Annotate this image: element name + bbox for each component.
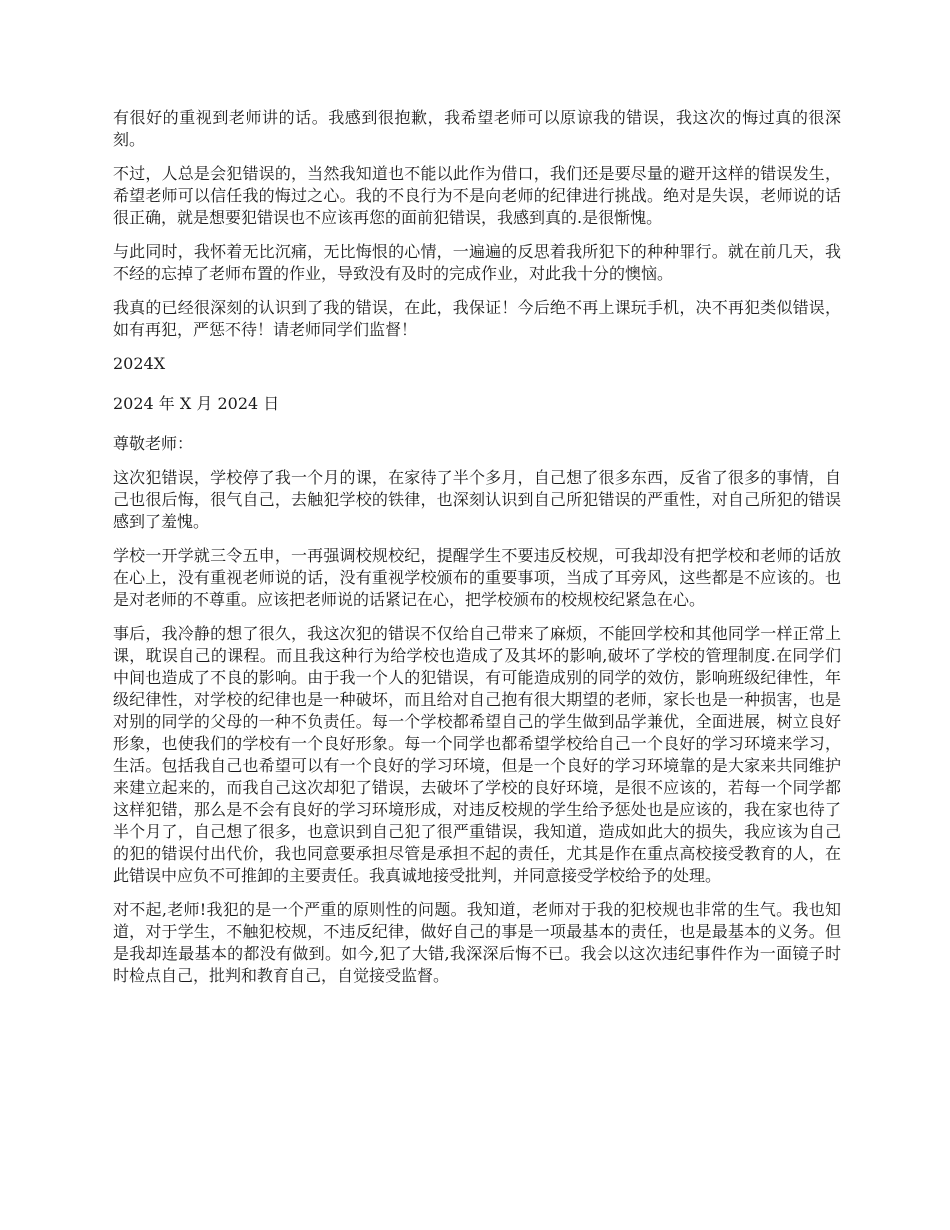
- paragraph-promise: 我真的已经很深刻的认识到了我的错误，在此，我保证！今后绝不再上课玩手机，决不再犯类似错误，如有再犯，严惩不待！请老师同学们监督！: [113, 298, 841, 339]
- paragraph-consequences: 事后，我冷静的想了很久，我这次犯的错误不仅给自己带来了麻烦，不能回学校和其他同学一样正常上课，耽误自己的课程。而且我这种行为给学校也造成了及其坏的影响,破坏了学校的管理制度.在同学们中间也造成了不良的影响。由于我一个人的犯错误，有可能造成别的同学的效仿，影响班级纪律性，年级纪律性，对学校的纪律也是一种破坏，而且给对自己抱有很大期望的老师，家长也是一种损害，也是对别的同学的父母的一种不负责任。每一个学校都希望自己的学生做到品学兼优，全面进展，树立良好形象，也使我们的学校有一个良好形象。每一个同学也都希望学校给自己一个良好的学习环境来学习，生活。包括我自己也希望可以有一个良好的学习环境，但是一个良好的学习环境靠的是大家来共同维护来建立起来的，而我自己这次却犯了错误，去破坏了学校的良好环境，是很不应该的，若每一个同学都这样犯错，那么是不会有良好的学习环境形成，对违反校规的学生给予惩处也是应该的，我在家也待了半个月了，自己想了很多，也意识到自己犯了很严重错误，我知道，造成如此大的损失，我应该为自己的犯的错误付出代价，我也同意要承担尽管是承担不起的责任，尤其是作在重点高校接受教育的人，在此错误中应负不可推卸的主要责任。我真诚地接受批判，并同意接受学校给予的处理。: [113, 624, 841, 885]
- date-line: 2024 年 X 月 2024 日: [113, 394, 280, 413]
- paragraph-apology-continued: 有很好的重视到老师讲的话。我感到很抱歉，我希望老师可以原谅我的错误，我这次的悔过真的很深刻。: [113, 108, 841, 149]
- paragraph-reflection: 与此同时，我怀着无比沉痛，无比悔恨的心情，一遍遍的反思着我所犯下的种种罪行。就在前几天，我不经的忘掉了老师布置的作业，导致没有及时的完成作业，对此我十分的懊恼。: [113, 242, 841, 283]
- paragraph-sorry: 对不起,老师!我犯的是一个严重的原则性的问题。我知道，老师对于我的犯校规也非常的生气。我也知道，对于学生，不触犯校规，不违反纪律，做好自己的事是一项最基本的责任，也是最基本的义务。但是我却连最基本的都没有做到。如今,犯了大错,我深深后悔不已。我会以这次违纪事件作为一面镜子时时检点自己，批判和教育自己，自觉接受监督。: [113, 900, 841, 985]
- year-line: 2024X: [113, 354, 166, 373]
- document-body: [113, 107, 841, 999]
- paragraph-suspension: 这次犯错误，学校停了我一个月的课，在家待了半个多月，自己想了很多东西，反省了很多的事情，自己也很后悔，很气自己，去触犯学校的铁律，也深刻认识到自己所犯错误的严重性，对自己所犯的错误感到了羞愧。: [113, 468, 841, 531]
- salutation: 尊敬老师：: [113, 434, 194, 453]
- paragraph-mistakes: 不过，人总是会犯错误的，当然我知道也不能以此作为借口，我们还是要尽量的避开这样的错误发生，希望老师可以信任我的悔过之心。我的不良行为不是向老师的纪律进行挑战。绝对是失误，老师说的话很正确，就是想要犯错误也不应该再您的面前犯错误，我感到真的.是很惭愧。: [113, 164, 841, 227]
- paragraph-school-rules: 学校一开学就三令五申，一再强调校规校纪，提醒学生不要违反校规，可我却没有把学校和老师的话放在心上，没有重视老师说的话，没有重视学校颁布的重要事项，当成了耳旁风，这些都是不应该的。也是对老师的不尊重。应该把老师说的话紧记在心，把学校颁布的校规校纪紧急在心。: [113, 546, 841, 609]
